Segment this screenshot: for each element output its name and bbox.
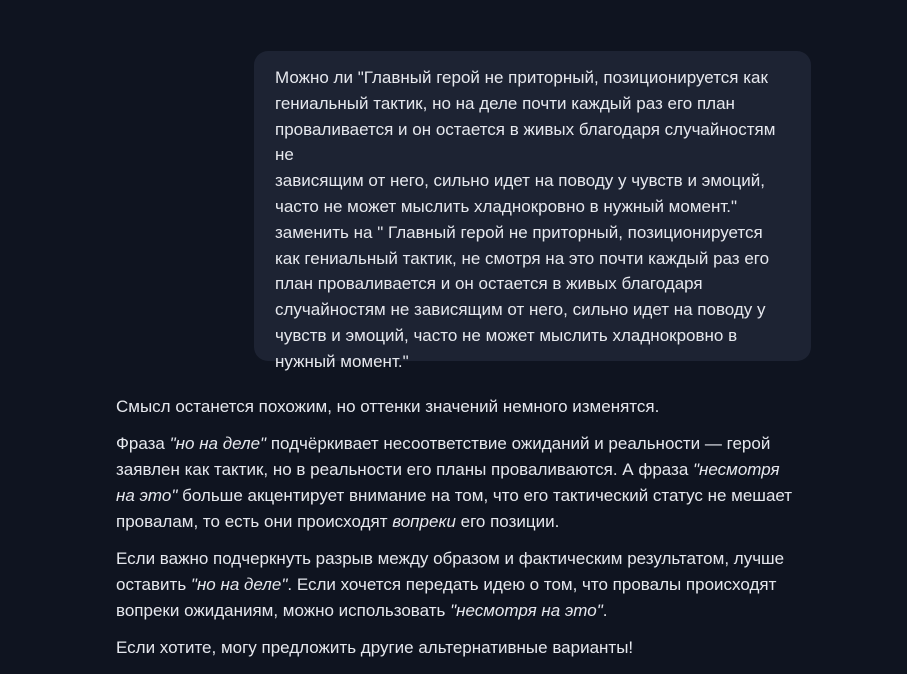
user-message-line: план проваливается и он остается в живых благодаря (275, 274, 703, 294)
text-run: его позиции. (455, 512, 560, 531)
text-run: Фраза (116, 434, 170, 453)
assistant-message (116, 394, 796, 672)
user-message-line: заменить на " Главный герой не приторный, позиционируется (275, 222, 763, 242)
user-message-line: чувств и эмоций, часто не может мыслить хладнокровно в (275, 325, 738, 345)
emphasis-phrase: "но на деле" (190, 575, 288, 594)
emphasis-phrase: "несмотря на это" (450, 601, 603, 620)
assistant-paragraph-2 (116, 431, 796, 535)
user-message-line: часто не может мыслить хладнокровно в нужный момент." (275, 196, 738, 216)
emphasis-phrase: "но на деле" (169, 434, 267, 453)
text-run: Если важно подчеркнуть разрыв между образом и фактическим результатом, лучше оставить (116, 549, 785, 594)
assistant-paragraph-1: Смысл останется похожим, но оттенки значений немного изменятся. (116, 397, 660, 416)
user-message-bubble (254, 51, 811, 371)
user-message-line: проваливается и он остается в живых благодаря случайностям не (275, 119, 776, 165)
user-message-line: зависящим от него, сильно идет на поводу у чувств и эмоций, (275, 171, 765, 191)
text-run: . (602, 601, 608, 620)
user-message-line: Можно ли "Главный герой не приторный, позиционируется как (275, 68, 768, 87)
text-run: больше акцентирует внимание на том, что его тактический статус не мешает провалам, то есть они происходят (116, 486, 793, 531)
text-run: . Если хочется передать идею о том, что провалы происходят вопреки ожиданиям, можно использовать (116, 575, 777, 620)
user-message-line: как гениальный тактик, не смотря на это почти каждый раз его (275, 248, 770, 268)
user-message-line: гениальный тактик, но на деле почти каждый раз его план (275, 93, 735, 113)
text-run: подчёркивает несоответствие ожиданий и реальности — герой заявлен как тактик, но в реальности его планы проваливаются. А фраза (116, 434, 771, 479)
user-message-line: нужный момент." (275, 351, 409, 371)
assistant-paragraph-4: Если хотите, могу предложить другие альтернативные варианты! (116, 638, 634, 657)
emphasis-phrase: вопреки (392, 512, 456, 531)
emphasis-phrase: "несмотря на это" (116, 460, 780, 505)
user-message-line: случайностям не зависящим от него, сильно идет на поводу у (275, 300, 766, 320)
assistant-paragraph-3 (116, 546, 796, 624)
